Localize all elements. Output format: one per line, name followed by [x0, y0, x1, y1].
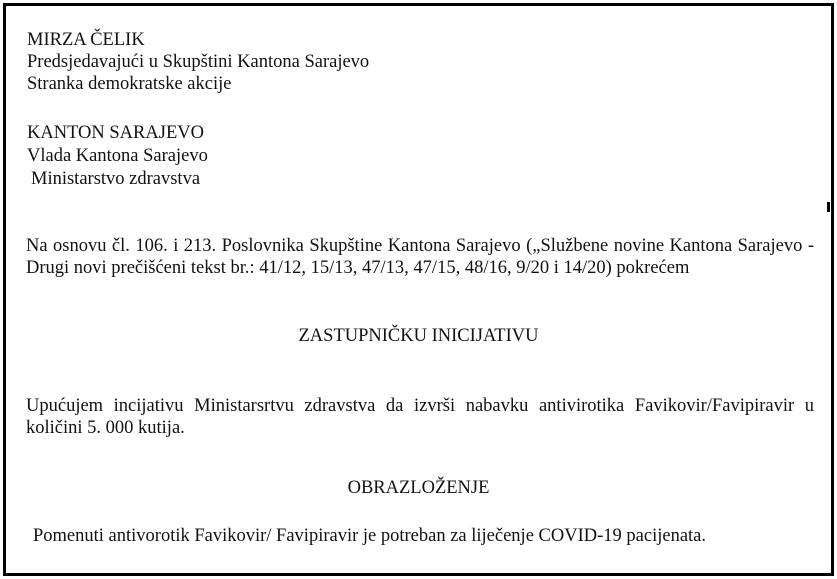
recipient-canton: KANTON SARAJEVO [27, 123, 204, 143]
recipient-government: Vlada Kantona Sarajevo [27, 146, 208, 166]
justification-paragraph: Pomenuti antivorotik Favikovir/ Favipiravir je potreban za liječenje COVID-19 pacijenata. [33, 526, 707, 546]
scan-artifact [827, 202, 830, 212]
initiative-heading: ZASTUPNIČKU INICIJATIVU [298, 326, 539, 346]
sender-name: MIRZA ČELIK [27, 30, 145, 50]
sender-party: Stranka demokratske akcije [27, 74, 232, 94]
justification-heading: OBRAZLOŽENJE [347, 478, 490, 498]
recipient-ministry: Ministarstvo zdravstva [31, 169, 201, 189]
initiative-paragraph: Upućujem incijativu Ministarsrtvu zdravstva da izvrši nabavku antivirotika Favikovir/Favipiravir u količini 5. 000 kutija. [26, 396, 814, 438]
sender-role: Predsjedavajući u Skupštini Kantona Sarajevo [27, 52, 370, 72]
preamble-paragraph: Na osnovu čl. 106. i 213. Poslovnika Skupštine Kantona Sarajevo („Službene novine Kantona Sarajevo - Drugi novi prečišćeni tekst br.: 41/12, 15/13, 47/13, 47/15, 48/16, 9/20 i 14/20) pokrećem [26, 236, 814, 278]
